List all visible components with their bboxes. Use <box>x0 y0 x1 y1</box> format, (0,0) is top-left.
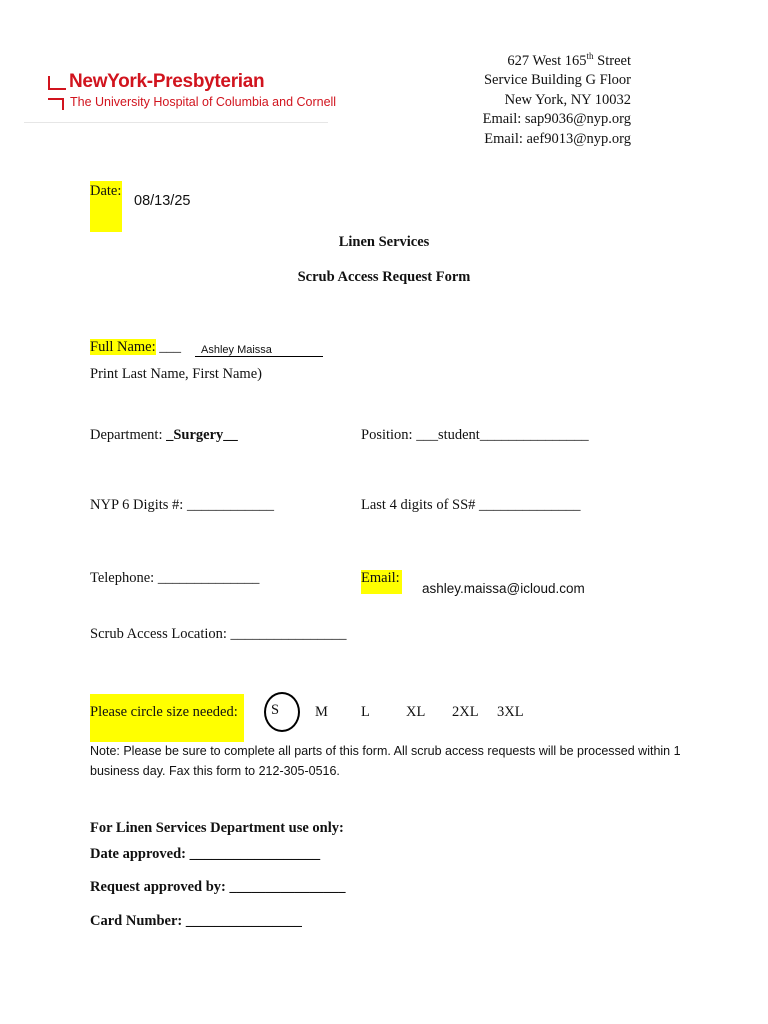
department-heading: Linen Services <box>338 234 430 250</box>
size-option-xl: XL <box>406 704 426 720</box>
email-value: ashley.maissa@icloud.com <box>422 581 585 596</box>
full-name-label: Full Name: <box>90 339 156 355</box>
nyp-digits-label: NYP 6 Digits #: <box>90 497 187 513</box>
telephone-label: Telephone: <box>90 570 158 586</box>
address-email-1: Email: sap9036@nyp.org <box>482 111 631 128</box>
address-email-2: Email: aef9013@nyp.org <box>484 130 631 147</box>
date-value: 08/13/25 <box>134 193 191 209</box>
department-label: Department: <box>90 427 167 443</box>
size-label: Please circle size needed: <box>90 694 244 742</box>
telephone-value: ______________ <box>157 570 260 586</box>
full-name-value: Ashley Maissa <box>195 344 323 357</box>
ss-digits-label: Last 4 digits of SS# <box>361 497 480 513</box>
size-option-l: L <box>361 704 370 720</box>
ss-digits-value: ______________ <box>479 497 581 513</box>
telephone-row <box>90 570 259 587</box>
size-option-s: S <box>271 702 280 718</box>
address-street: 627 West 165th Street <box>507 51 631 69</box>
logo-mark-icon-lower <box>48 98 64 110</box>
size-option-3xl: 3XL <box>497 704 524 720</box>
scrub-location-label: Scrub Access Location: <box>90 626 231 642</box>
hospital-logo <box>24 64 337 123</box>
size-option-m: M <box>315 704 328 720</box>
department-value: _Surgery__ <box>166 427 238 443</box>
full-name-row <box>90 339 181 356</box>
email-label: Email: <box>361 570 402 594</box>
card-number: Card Number: ________________ <box>90 913 302 929</box>
logo-subtitle: The University Hospital of Columbia and Cornell <box>70 95 337 109</box>
address-city: New York, NY 10032 <box>504 91 631 108</box>
address-building: Service Building G Floor <box>483 72 631 89</box>
form-note: Note: Please be sure to complete all parts of this form. All scrub access requests will be processed within 1 business day. Fax this form to 212-305-0516. <box>90 744 681 778</box>
full-name-prefix-line: ___ <box>155 339 182 355</box>
date-approved: Date approved: __________________ <box>90 846 321 862</box>
logo-mark-icon <box>48 76 66 90</box>
date-label: Date: <box>90 181 122 232</box>
size-option-2xl: 2XL <box>452 704 479 720</box>
position-row <box>361 427 589 444</box>
position-value: ___student_______________ <box>416 427 589 443</box>
position-label: Position: <box>361 427 417 443</box>
request-approved-by: Request approved by: ________________ <box>90 879 346 895</box>
office-use-heading: For Linen Services Department use only: <box>90 820 344 836</box>
ss-digits-row <box>361 497 581 514</box>
scrub-location-row <box>90 626 347 643</box>
size-selection-circle <box>264 692 300 732</box>
nyp-digits-row <box>90 497 274 514</box>
form-title: Scrub Access Request Form <box>297 269 471 285</box>
department-row <box>90 427 238 444</box>
scrub-location-value: ________________ <box>230 626 347 642</box>
address-block <box>483 47 631 149</box>
full-name-hint: Print Last Name, First Name) <box>90 366 262 382</box>
nyp-digits-value: ____________ <box>186 497 274 513</box>
logo-name: NewYork-Presbyterian <box>69 71 265 92</box>
